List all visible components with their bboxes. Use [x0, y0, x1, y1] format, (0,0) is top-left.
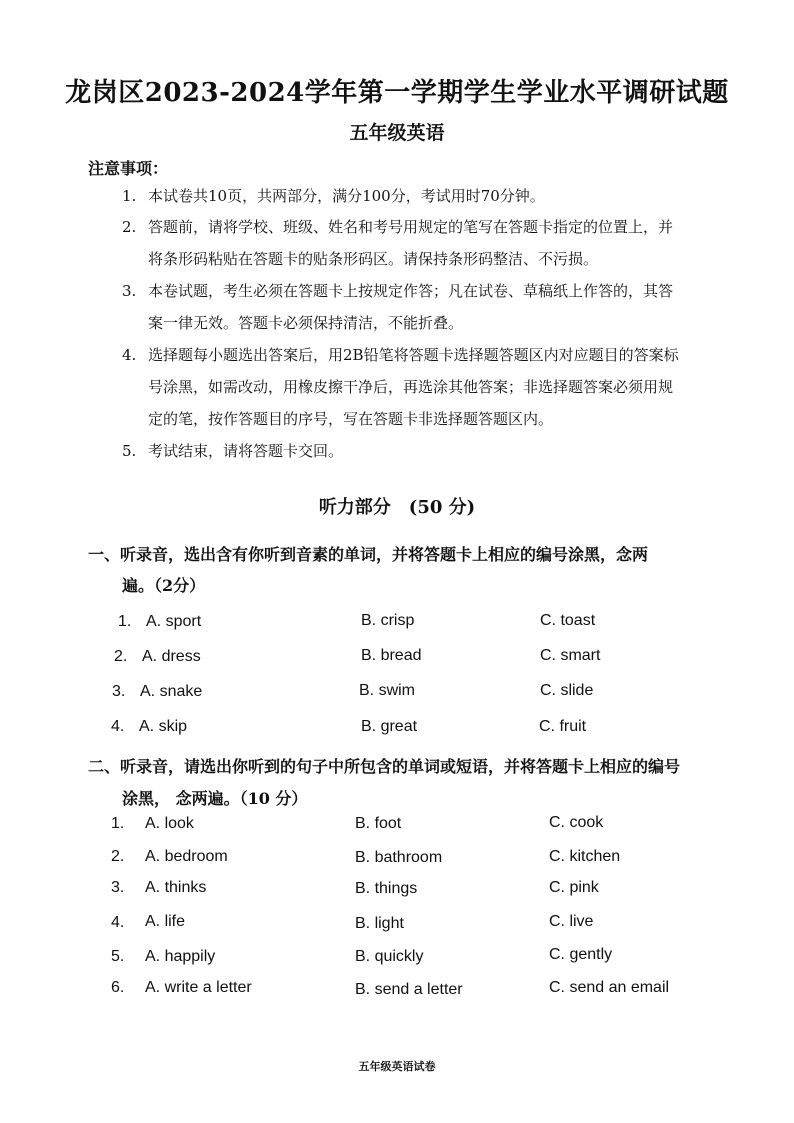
question-number: 4. — [111, 718, 125, 735]
notice-item-text: 考试结束，请将答题卡交回。 — [148, 442, 344, 460]
exam-subtitle: 五年级英语 — [349, 122, 445, 144]
question-number: 4. — [111, 914, 125, 931]
notice-item-text: 案一律无效。答题卡必须保持清洁，不能折叠。 — [148, 314, 464, 332]
question-number: 1. — [111, 815, 125, 832]
option-a: A. thinks — [145, 879, 207, 896]
question-number: 3. — [112, 683, 126, 700]
question-number: 2. — [111, 848, 125, 865]
section1-instruction: 遍。（2分） — [122, 576, 206, 595]
question-number: 5. — [111, 948, 125, 965]
option-a: A. sport — [146, 613, 202, 630]
notice-heading: 注意事项： — [88, 159, 169, 178]
option-c: C. slide — [540, 682, 594, 699]
listening-section-heading: 听力部分 (50 分) — [318, 497, 476, 518]
notice-item-num: 2. — [122, 218, 137, 236]
notice-item-text: 答题前，请将学校、班级、姓名和考号用规定的笔写在答题卡指定的位置上，并 — [148, 218, 674, 236]
option-a: A. skip — [139, 718, 188, 735]
option-b: B. foot — [355, 815, 402, 832]
option-c: C. cook — [549, 814, 604, 831]
option-c: C. toast — [540, 612, 596, 629]
option-a: A. happily — [145, 948, 216, 965]
question-number: 3. — [111, 879, 125, 896]
notice-item-text: 本试卷共10页，共两部分，满分100分，考试用时70分钟。 — [148, 187, 545, 205]
question-number: 6. — [111, 979, 125, 996]
option-a: A. look — [145, 815, 194, 832]
notice-item-num: 4. — [122, 346, 137, 364]
option-c: C. gently — [549, 946, 613, 963]
option-b: B. light — [355, 915, 404, 932]
option-c: C. live — [549, 913, 594, 930]
option-b: B. swim — [359, 682, 415, 699]
exam-title: 龙岗区2023-2024学年第一学期学生学业水平调研试题 — [65, 78, 729, 108]
option-b: B. bathroom — [355, 849, 443, 866]
notice-item-num: 5. — [122, 442, 137, 460]
option-b: B. crisp — [361, 612, 415, 629]
option-c: C. fruit — [539, 718, 587, 735]
section2-instruction: 涂黑， 念两遍。（10 分） — [122, 789, 308, 808]
question-number: 1. — [118, 613, 132, 630]
option-a: A. write a letter — [145, 979, 252, 996]
notice-item-num: 3. — [122, 282, 137, 300]
option-a: A. dress — [142, 648, 201, 665]
notice-item-text: 号涂黑，如需改动，用橡皮擦干净后，再选涂其他答案；非选择题答案必须用规 — [148, 378, 674, 396]
option-c: C. pink — [549, 879, 599, 896]
option-a: A. bedroom — [145, 848, 228, 865]
option-b: B. things — [355, 880, 418, 897]
option-c: C. smart — [540, 647, 601, 664]
question-number: 2. — [114, 648, 128, 665]
notice-item-text: 将条形码粘贴在答题卡的贴条形码区。请保持条形码整洁、不污损。 — [148, 250, 599, 268]
option-a: A. life — [145, 913, 186, 930]
notice-item-text: 本卷试题，考生必须在答题卡上按规定作答；凡在试卷、草稿纸上作答的，其答 — [148, 282, 674, 300]
notice-item-text: 定的笔，按作答题目的序号，写在答题卡非选择题答题区内。 — [148, 410, 554, 428]
option-c: C. kitchen — [549, 848, 621, 865]
section1-instruction: 一、听录音，选出含有你听到音素的单词，并将答题卡上相应的编号涂黑，念两 — [88, 545, 649, 564]
page-footer: 五年级英语试卷 — [358, 1060, 436, 1073]
option-b: B. quickly — [355, 948, 424, 965]
option-b: B. great — [361, 718, 418, 735]
option-b: B. send a letter — [355, 981, 463, 998]
notice-item-num: 1. — [122, 187, 137, 205]
option-c: C. send an email — [549, 979, 670, 996]
notice-item-text: 选择题每小题选出答案后，用2B铅笔将答题卡选择题答题区内对应题目的答案标 — [148, 346, 679, 364]
option-b: B. bread — [361, 647, 422, 664]
option-a: A. snake — [140, 683, 203, 700]
section2-instruction: 二、听录音，请选出你听到的句子中所包含的单词或短语，并将答题卡上相应的编号 — [88, 757, 681, 776]
